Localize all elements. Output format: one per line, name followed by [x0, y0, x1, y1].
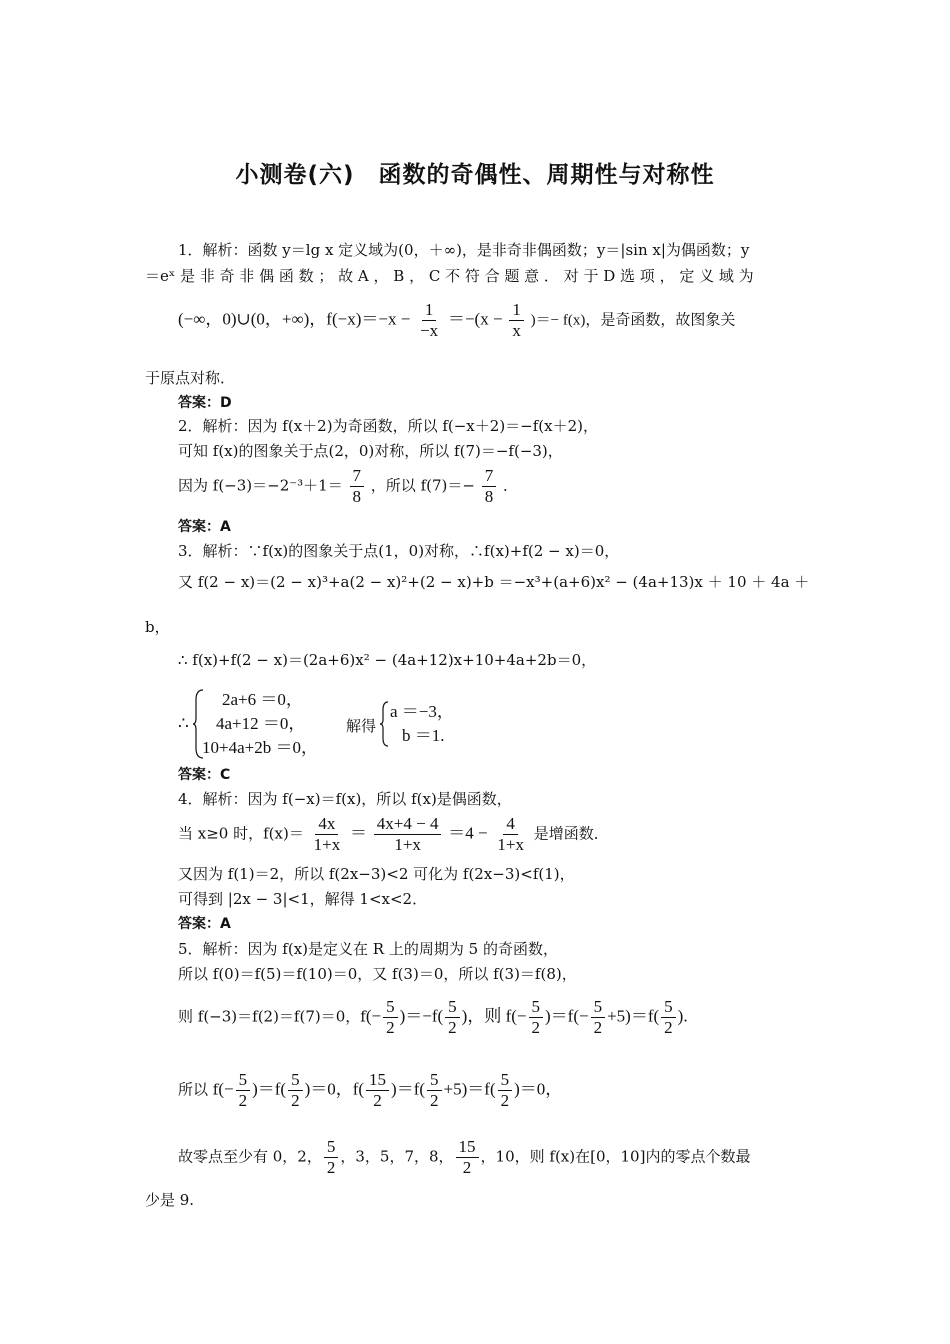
- q5-fraction: [498, 1070, 513, 1111]
- numerator: 4: [503, 814, 518, 835]
- denominator: 2: [531, 1018, 540, 1037]
- page-title: 小测卷(六) 函数的奇偶性、周期性与对称性: [235, 162, 715, 188]
- q5-line6: 少是 9.: [145, 1191, 195, 1209]
- q4-fraction-2: [374, 814, 442, 855]
- numerator: 5: [529, 997, 544, 1018]
- q4-line4: 可得到 |2x − 3|<1，解得 1<x<2．: [178, 890, 428, 908]
- q4-eq-part2: ＝4 −: [448, 823, 488, 843]
- q2-eq-part2: ，所以 f(7)＝−: [370, 476, 475, 495]
- denominator: 1+x: [394, 835, 421, 854]
- q1-eq-part3: )＝− f(x)，是奇函数，故图象关: [530, 312, 736, 329]
- q5-zeros-part3: ，10，则 f(x)在[0，10]内的零点个数最: [480, 1147, 751, 1166]
- q3-solution-b: b ＝1.: [402, 726, 445, 745]
- q5-line1: 5．解析：因为 f(x)是定义在 R 上的周期为 5 的奇函数，: [178, 940, 558, 958]
- q3-solution-brace: [380, 700, 390, 748]
- q4-answer: 答案：A: [178, 916, 231, 932]
- q2-line2: 可知 f(x)的图象关于点(2，0)对称，所以 f(7)＝−f(−3)，: [178, 442, 563, 460]
- q1-line4: 于原点对称．: [145, 369, 236, 387]
- q5-fraction: [324, 1137, 339, 1178]
- denominator: 2: [462, 1158, 472, 1177]
- numerator: 5: [324, 1137, 339, 1158]
- q5-fraction: [661, 997, 676, 1038]
- numerator: 4x: [315, 814, 338, 835]
- q5-fraction: [288, 1070, 303, 1111]
- denominator: 2: [664, 1018, 673, 1037]
- q5-fraction: [236, 1070, 251, 1111]
- q2-fraction-1: [350, 466, 365, 507]
- q4-equation: 当 x≥0 时，f(x)＝ $\frac{4x}{1+x}$ ＝ $\frac{4x+4 - 4}{1+x}$ ＝4 − $\frac{4}{1+x}$ 是增函数．: [178, 814, 609, 854]
- q5-zeros-part1: 故零点至少有 0，2，: [178, 1147, 322, 1166]
- numerator: 5: [498, 1070, 513, 1091]
- q1-eq-part2: ＝−(x −: [447, 309, 503, 329]
- q5-fraction: [456, 1137, 479, 1178]
- q3-system-eq3: 10+4a+2b ＝0，: [202, 738, 318, 757]
- numerator: 5: [383, 997, 398, 1018]
- q2-line1: 2．解析：因为 f(x＋2)为奇函数，所以 f(−x＋2)＝−f(x＋2)，: [178, 417, 598, 435]
- numerator: 15: [366, 1070, 389, 1091]
- q1-answer: 答案：D: [178, 395, 232, 411]
- q2-eq-part1: 因为 f(−3)＝−2⁻³＋1＝: [178, 476, 343, 495]
- numerator: 5: [236, 1070, 251, 1091]
- q4-fraction-1: [311, 814, 344, 855]
- q5-fraction: [366, 1070, 389, 1111]
- numerator: 15: [456, 1137, 479, 1158]
- numerator: 7: [350, 466, 365, 487]
- q2-equation: [178, 466, 518, 507]
- q5-zeros-part2: ，3，5，7，8，: [340, 1147, 454, 1166]
- numerator: 1: [422, 300, 437, 321]
- q3-solve-label: 解得: [346, 717, 377, 735]
- q5-fraction: [591, 997, 606, 1038]
- q3-line4: ∴ f(x)+f(2 − x)＝(2a+6)x² − (4a+12)x+10+4a+2b＝0，: [178, 651, 597, 669]
- q3-line1: 3．解析：∵f(x)的图象关于点(1，0)对称，∴f(x)+f(2 − x)＝0，: [178, 542, 620, 560]
- q5-fraction: [427, 1070, 442, 1111]
- q5-eq2-part1: 所以 f: [178, 1080, 219, 1099]
- denominator: 2: [448, 1018, 457, 1037]
- numerator: 1: [509, 300, 524, 321]
- denominator: 2: [386, 1018, 395, 1037]
- q3-system-eq2: 4a+12 ＝0，: [216, 714, 306, 733]
- q5-equation-2: 所以 f(− $\frac{5}{2}$ )＝f( $\frac{5}{2}$ )＝0，f( $\frac{15}{2}$ )＝f( $\frac{5}{2}$ +5)＝f( $\frac{5}{2}$ )＝0，: [178, 1070, 563, 1110]
- q1-line2: ＝eˣ 是 非 奇 非 偶 函 数 ； 故 A ， B ， C 不 符 合 题 意 ． 对 于 D 选 项 ， 定 义 域 为: [145, 267, 754, 285]
- q1-eq-part1: (−∞，0)∪(0，+∞)，f(−x)＝−x −: [178, 309, 411, 329]
- denominator: 2: [500, 1091, 510, 1110]
- q3-answer: 答案：C: [178, 767, 231, 783]
- q1-line1: 1．解析：函数 y＝lg x 定义域为(0，＋∞)，是非奇非偶函数；y＝|sin x|为偶函数；y: [178, 241, 750, 259]
- q4-line3: 又因为 f(1)＝2，所以 f(2x−3)<2 可化为 f(2x−3)<f(1)，: [178, 865, 575, 883]
- q1-fraction-2: [509, 300, 524, 341]
- denominator: 2: [291, 1091, 300, 1110]
- q2-fraction-2: [482, 466, 497, 507]
- q5-line2: 所以 f(0)＝f(5)＝f(10)＝0，又 f(3)＝0，所以 f(3)＝f(8)，: [178, 965, 577, 983]
- q3-line2: 又 f(2 − x)＝(2 − x)³+a(2 − x)²+(2 − x)+b ＝−x³+(a+6)x² − (4a+13)x ＋ 10 ＋ 4a ＋: [178, 573, 810, 591]
- denominator: 2: [430, 1091, 439, 1110]
- numerator: 5: [288, 1070, 303, 1091]
- q4-line1: 4．解析：因为 f(−x)＝f(x)，所以 f(x)是偶函数，: [178, 790, 512, 808]
- q4-eq-part3: 是增函数．: [533, 824, 609, 843]
- q3-therefore: ∴: [178, 714, 189, 734]
- q5-equation-1: 则 f(−3)＝f(2)＝f(7)＝0，f(− $\frac{5}{2}$ )＝−f( $\frac{5}{2}$ )，则 f(− $\frac{5}{2}$ )＝f(− $\frac{5}{2}$ +5)＝f( $\frac{5}{2}$ ).: [178, 997, 688, 1037]
- q1-fraction-1: [417, 300, 441, 341]
- denominator: 2: [373, 1091, 382, 1110]
- q5-fraction: [445, 997, 460, 1038]
- numerator: 4x+4 − 4: [374, 814, 442, 835]
- denominator: 2: [593, 1018, 603, 1037]
- denominator: −x: [420, 321, 439, 340]
- q5-eq1-part1: 则 f(−3)＝f(2)＝f(7)＝0，f: [178, 1007, 366, 1026]
- q2-eq-part3: ．: [503, 476, 519, 495]
- q5-fraction: [529, 997, 544, 1038]
- denominator: 2: [238, 1091, 248, 1110]
- q4-fraction-3: [494, 814, 527, 855]
- denominator: 2: [326, 1158, 336, 1177]
- q3-solution-a: a ＝−3，: [390, 702, 454, 721]
- numerator: 5: [661, 997, 676, 1018]
- q2-answer: 答案：A: [178, 519, 231, 535]
- q1-equation: [178, 300, 735, 341]
- denominator: 1+x: [497, 835, 524, 854]
- numerator: 7: [482, 466, 497, 487]
- denominator: 8: [352, 487, 362, 506]
- q3-system-eq1: 2a+6 ＝0，: [222, 690, 303, 709]
- q5-zeros-line: [178, 1137, 750, 1178]
- q3-line3: b，: [145, 618, 170, 636]
- denominator: 8: [484, 487, 494, 506]
- q4-eq-part1: 当 x≥0 时，f(x)＝: [178, 824, 304, 843]
- denominator: 1+x: [313, 835, 341, 854]
- numerator: 5: [427, 1070, 442, 1091]
- numerator: 5: [591, 997, 606, 1018]
- denominator: x: [512, 321, 521, 340]
- numerator: 5: [445, 997, 460, 1018]
- q5-fraction: [383, 997, 398, 1038]
